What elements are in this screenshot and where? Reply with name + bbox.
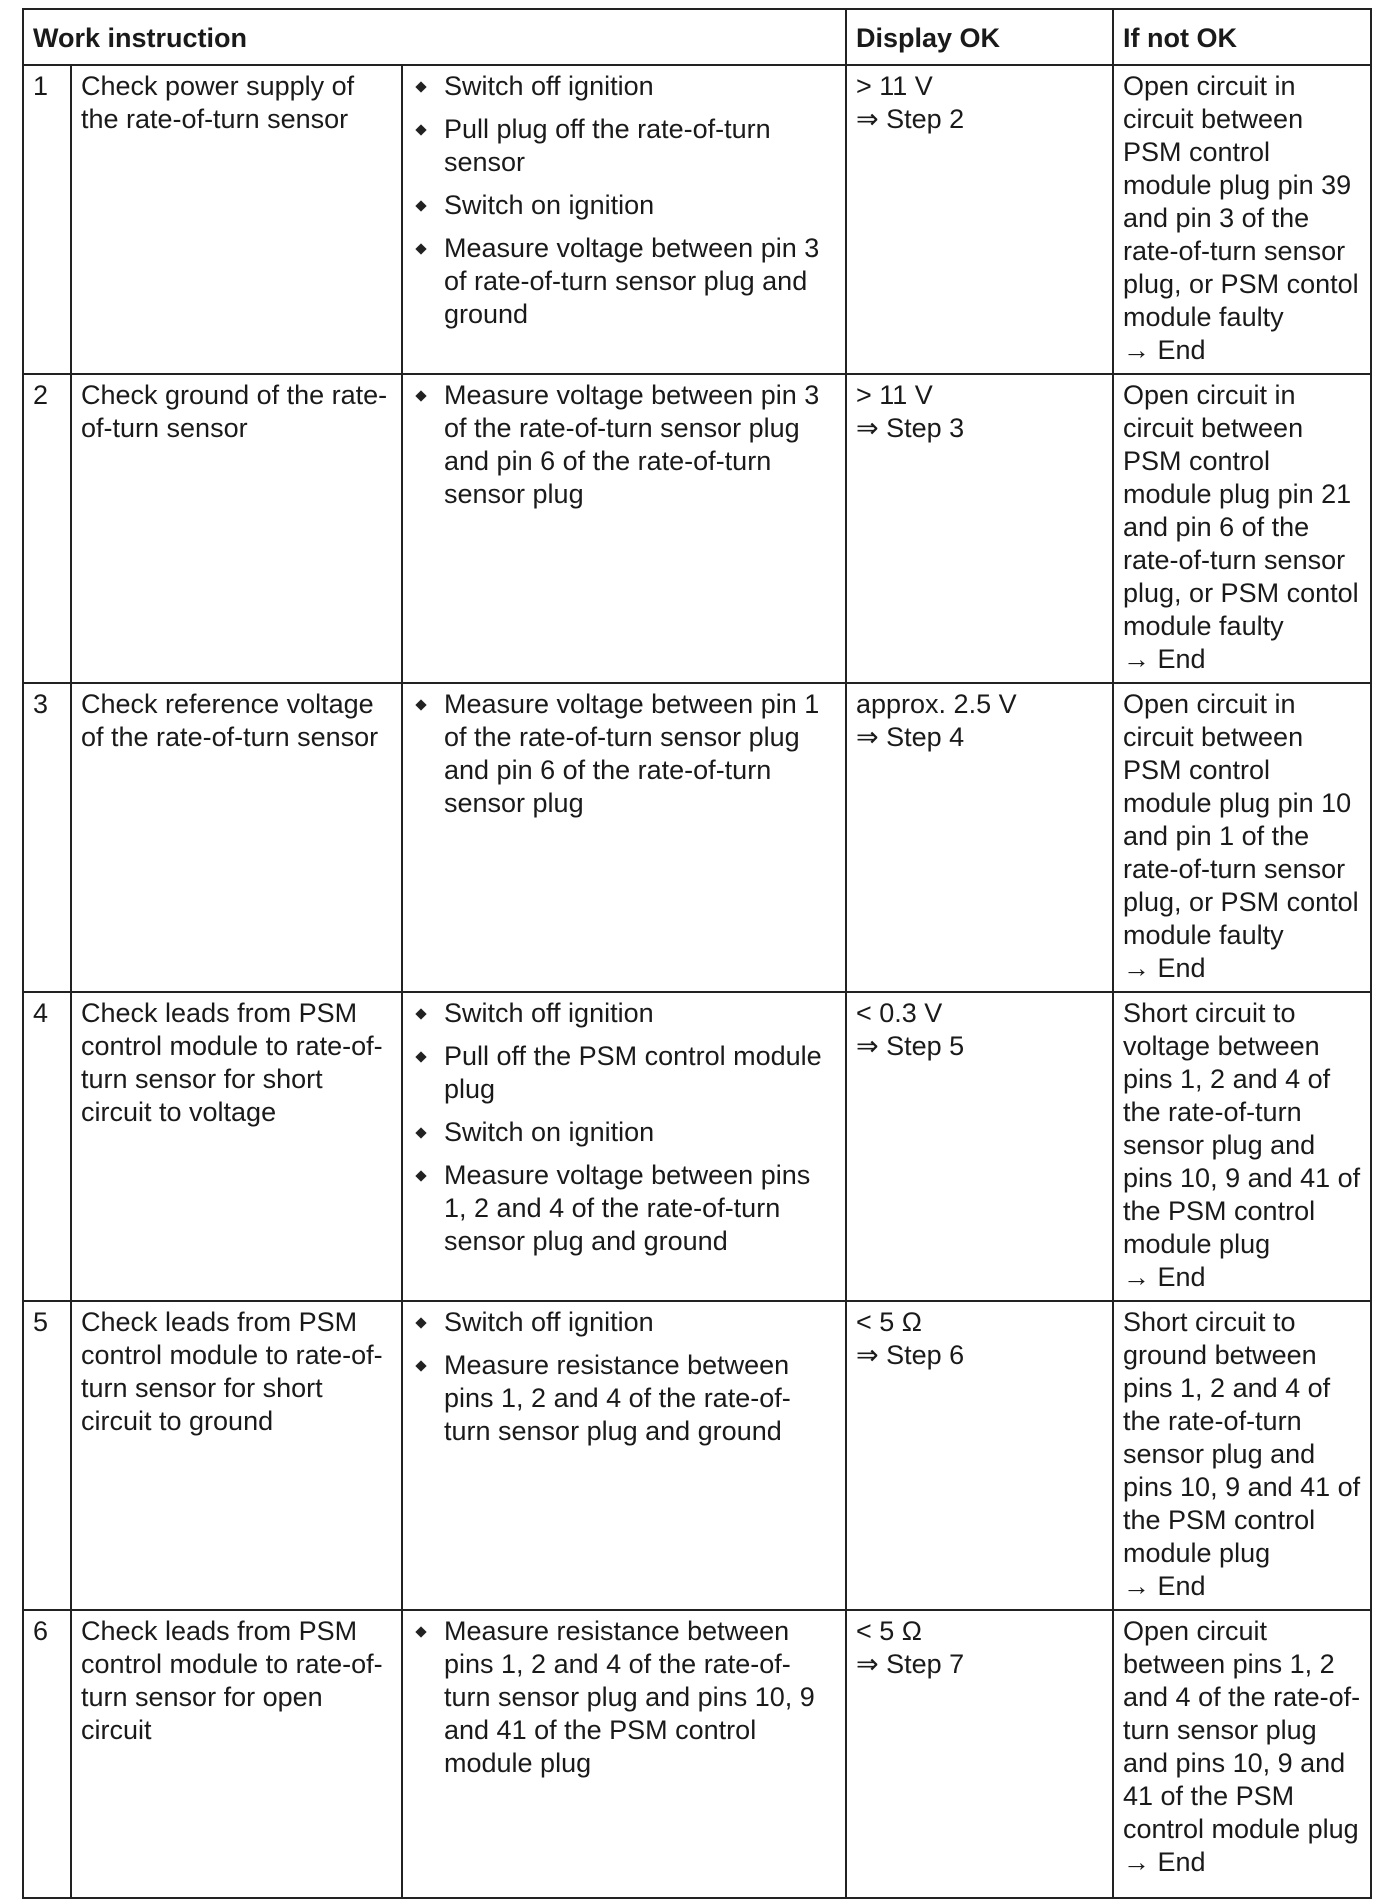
table-row [23, 1301, 1371, 1610]
work-instruction-table [22, 8, 1372, 1899]
step-display-ok [846, 683, 1113, 992]
end-marker: → End [1123, 1262, 1206, 1292]
step-display-ok [846, 374, 1113, 683]
step-if-not-ok [1113, 683, 1371, 992]
fault-description: Short circuit to ground between pins 1, 2 and 4 of the rate-of-turn sensor plug and pins 10, 9 and 41 of the PSM control module plug [1123, 1307, 1361, 1568]
next-step-link: ⇒ Step 6 [856, 1340, 965, 1370]
action-text: Switch off ignition [444, 998, 654, 1028]
action-item [412, 189, 837, 222]
step-check: Check leads from PSM control module to rate-of-turn sensor for short circuit to voltage [71, 992, 402, 1301]
diamond-bullet-icon [415, 243, 426, 254]
action-text: Switch off ignition [444, 71, 654, 101]
action-text: Switch off ignition [444, 1307, 654, 1337]
step-check: Check ground of the rate-of-turn sensor [71, 374, 402, 683]
diamond-bullet-icon [415, 390, 426, 401]
step-if-not-ok [1113, 65, 1371, 374]
display-ok-value: > 11 V [856, 380, 933, 410]
diamond-bullet-icon [415, 124, 426, 135]
diamond-bullet-icon [415, 1127, 426, 1138]
fault-description: Open circuit between pins 1, 2 and 4 of the rate-of-turn sensor plug and pins 10, 9 and 41 of the PSM control module plug [1123, 1616, 1361, 1844]
fault-description: Open circuit in circuit between PSM control module plug pin 39 and pin 3 of the rate-of-turn sensor plug, or PSM contol module faulty [1123, 71, 1359, 332]
header-work-instruction: Work instruction [23, 9, 846, 65]
step-number: 1 [23, 65, 71, 374]
action-list [412, 688, 837, 820]
step-actions [402, 1610, 846, 1898]
step-number: 4 [23, 992, 71, 1301]
work-instruction-sheet [22, 8, 1370, 1899]
step-display-ok [846, 1301, 1113, 1610]
action-text: Measure voltage between pin 3 of the rate-of-turn sensor plug and pin 6 of the rate-of-turn sensor plug [444, 380, 820, 509]
end-marker: → End [1123, 1847, 1206, 1877]
table-row [23, 992, 1371, 1301]
diamond-bullet-icon [415, 200, 426, 211]
diamond-bullet-icon [415, 1051, 426, 1062]
action-item [412, 1159, 837, 1258]
step-display-ok [846, 65, 1113, 374]
step-check: Check leads from PSM control module to rate-of-turn sensor for open circuit [71, 1610, 402, 1898]
action-list [412, 1306, 837, 1448]
header-display-ok: Display OK [846, 9, 1113, 65]
diamond-bullet-icon [415, 699, 426, 710]
fault-description: Open circuit in circuit between PSM control module plug pin 10 and pin 1 of the rate-of-turn sensor plug, or PSM contol module faulty [1123, 689, 1359, 950]
action-list [412, 70, 837, 331]
diamond-bullet-icon [415, 1360, 426, 1371]
diamond-bullet-icon [415, 1626, 426, 1637]
end-marker: → End [1123, 335, 1206, 365]
end-marker: → End [1123, 1571, 1206, 1601]
action-text: Switch on ignition [444, 1117, 655, 1147]
display-ok-value: < 5 Ω [856, 1616, 922, 1646]
next-step-link: ⇒ Step 3 [856, 413, 965, 443]
step-actions [402, 992, 846, 1301]
display-ok-value: approx. 2.5 V [856, 689, 1017, 719]
table-row [23, 683, 1371, 992]
action-item [412, 379, 837, 511]
next-step-link: ⇒ Step 2 [856, 104, 965, 134]
fault-description: Short circuit to voltage between pins 1, 2 and 4 of the rate-of-turn sensor plug and pins 10, 9 and 41 of the PSM control module plug [1123, 998, 1361, 1259]
action-text: Switch on ignition [444, 190, 655, 220]
step-actions [402, 1301, 846, 1610]
action-text: Pull off the PSM control module plug [444, 1041, 822, 1104]
step-if-not-ok [1113, 374, 1371, 683]
end-marker: → End [1123, 953, 1206, 983]
action-list [412, 379, 837, 511]
step-check: Check power supply of the rate-of-turn sensor [71, 65, 402, 374]
next-step-link: ⇒ Step 5 [856, 1031, 965, 1061]
action-item [412, 1116, 837, 1149]
step-if-not-ok [1113, 1301, 1371, 1610]
action-item [412, 1615, 837, 1780]
table-row [23, 374, 1371, 683]
diamond-bullet-icon [415, 1008, 426, 1019]
display-ok-value: < 5 Ω [856, 1307, 922, 1337]
fault-description: Open circuit in circuit between PSM control module plug pin 21 and pin 6 of the rate-of-turn sensor plug, or PSM contol module faulty [1123, 380, 1359, 641]
action-text: Measure voltage between pins 1, 2 and 4 of the rate-of-turn sensor plug and ground [444, 1160, 811, 1256]
header-if-not-ok: If not OK [1113, 9, 1371, 65]
action-item [412, 1349, 837, 1448]
table-row [23, 65, 1371, 374]
action-text: Measure resistance between pins 1, 2 and 4 of the rate-of-turn sensor plug and ground [444, 1350, 791, 1446]
action-item [412, 997, 837, 1030]
diamond-bullet-icon [415, 81, 426, 92]
step-display-ok [846, 1610, 1113, 1898]
table-header-row [23, 9, 1371, 65]
step-if-not-ok [1113, 1610, 1371, 1898]
action-item [412, 232, 837, 331]
action-item [412, 1040, 837, 1106]
step-if-not-ok [1113, 992, 1371, 1301]
step-check: Check leads from PSM control module to rate-of-turn sensor for short circuit to ground [71, 1301, 402, 1610]
action-item [412, 113, 837, 179]
step-number: 3 [23, 683, 71, 992]
steps-body [23, 65, 1371, 1898]
diamond-bullet-icon [415, 1317, 426, 1328]
action-item [412, 70, 837, 103]
next-step-link: ⇒ Step 7 [856, 1649, 965, 1679]
action-text: Measure voltage between pin 1 of the rate-of-turn sensor plug and pin 6 of the rate-of-turn sensor plug [444, 689, 820, 818]
step-display-ok [846, 992, 1113, 1301]
next-step-link: ⇒ Step 4 [856, 722, 965, 752]
step-actions [402, 374, 846, 683]
action-list [412, 997, 837, 1258]
step-number: 2 [23, 374, 71, 683]
diamond-bullet-icon [415, 1170, 426, 1181]
step-actions [402, 65, 846, 374]
action-item [412, 1306, 837, 1339]
display-ok-value: < 0.3 V [856, 998, 943, 1028]
step-check: Check reference voltage of the rate-of-turn sensor [71, 683, 402, 992]
display-ok-value: > 11 V [856, 71, 933, 101]
action-list [412, 1615, 837, 1780]
step-number: 5 [23, 1301, 71, 1610]
action-text: Measure resistance between pins 1, 2 and 4 of the rate-of-turn sensor plug and pins 10, 9 and 41 of the PSM control module plug [444, 1616, 815, 1778]
action-text: Measure voltage between pin 3 of rate-of-turn sensor plug and ground [444, 233, 820, 329]
action-item [412, 688, 837, 820]
step-actions [402, 683, 846, 992]
step-number: 6 [23, 1610, 71, 1898]
table-row [23, 1610, 1371, 1898]
action-text: Pull plug off the rate-of-turn sensor [444, 114, 771, 177]
end-marker: → End [1123, 644, 1206, 674]
